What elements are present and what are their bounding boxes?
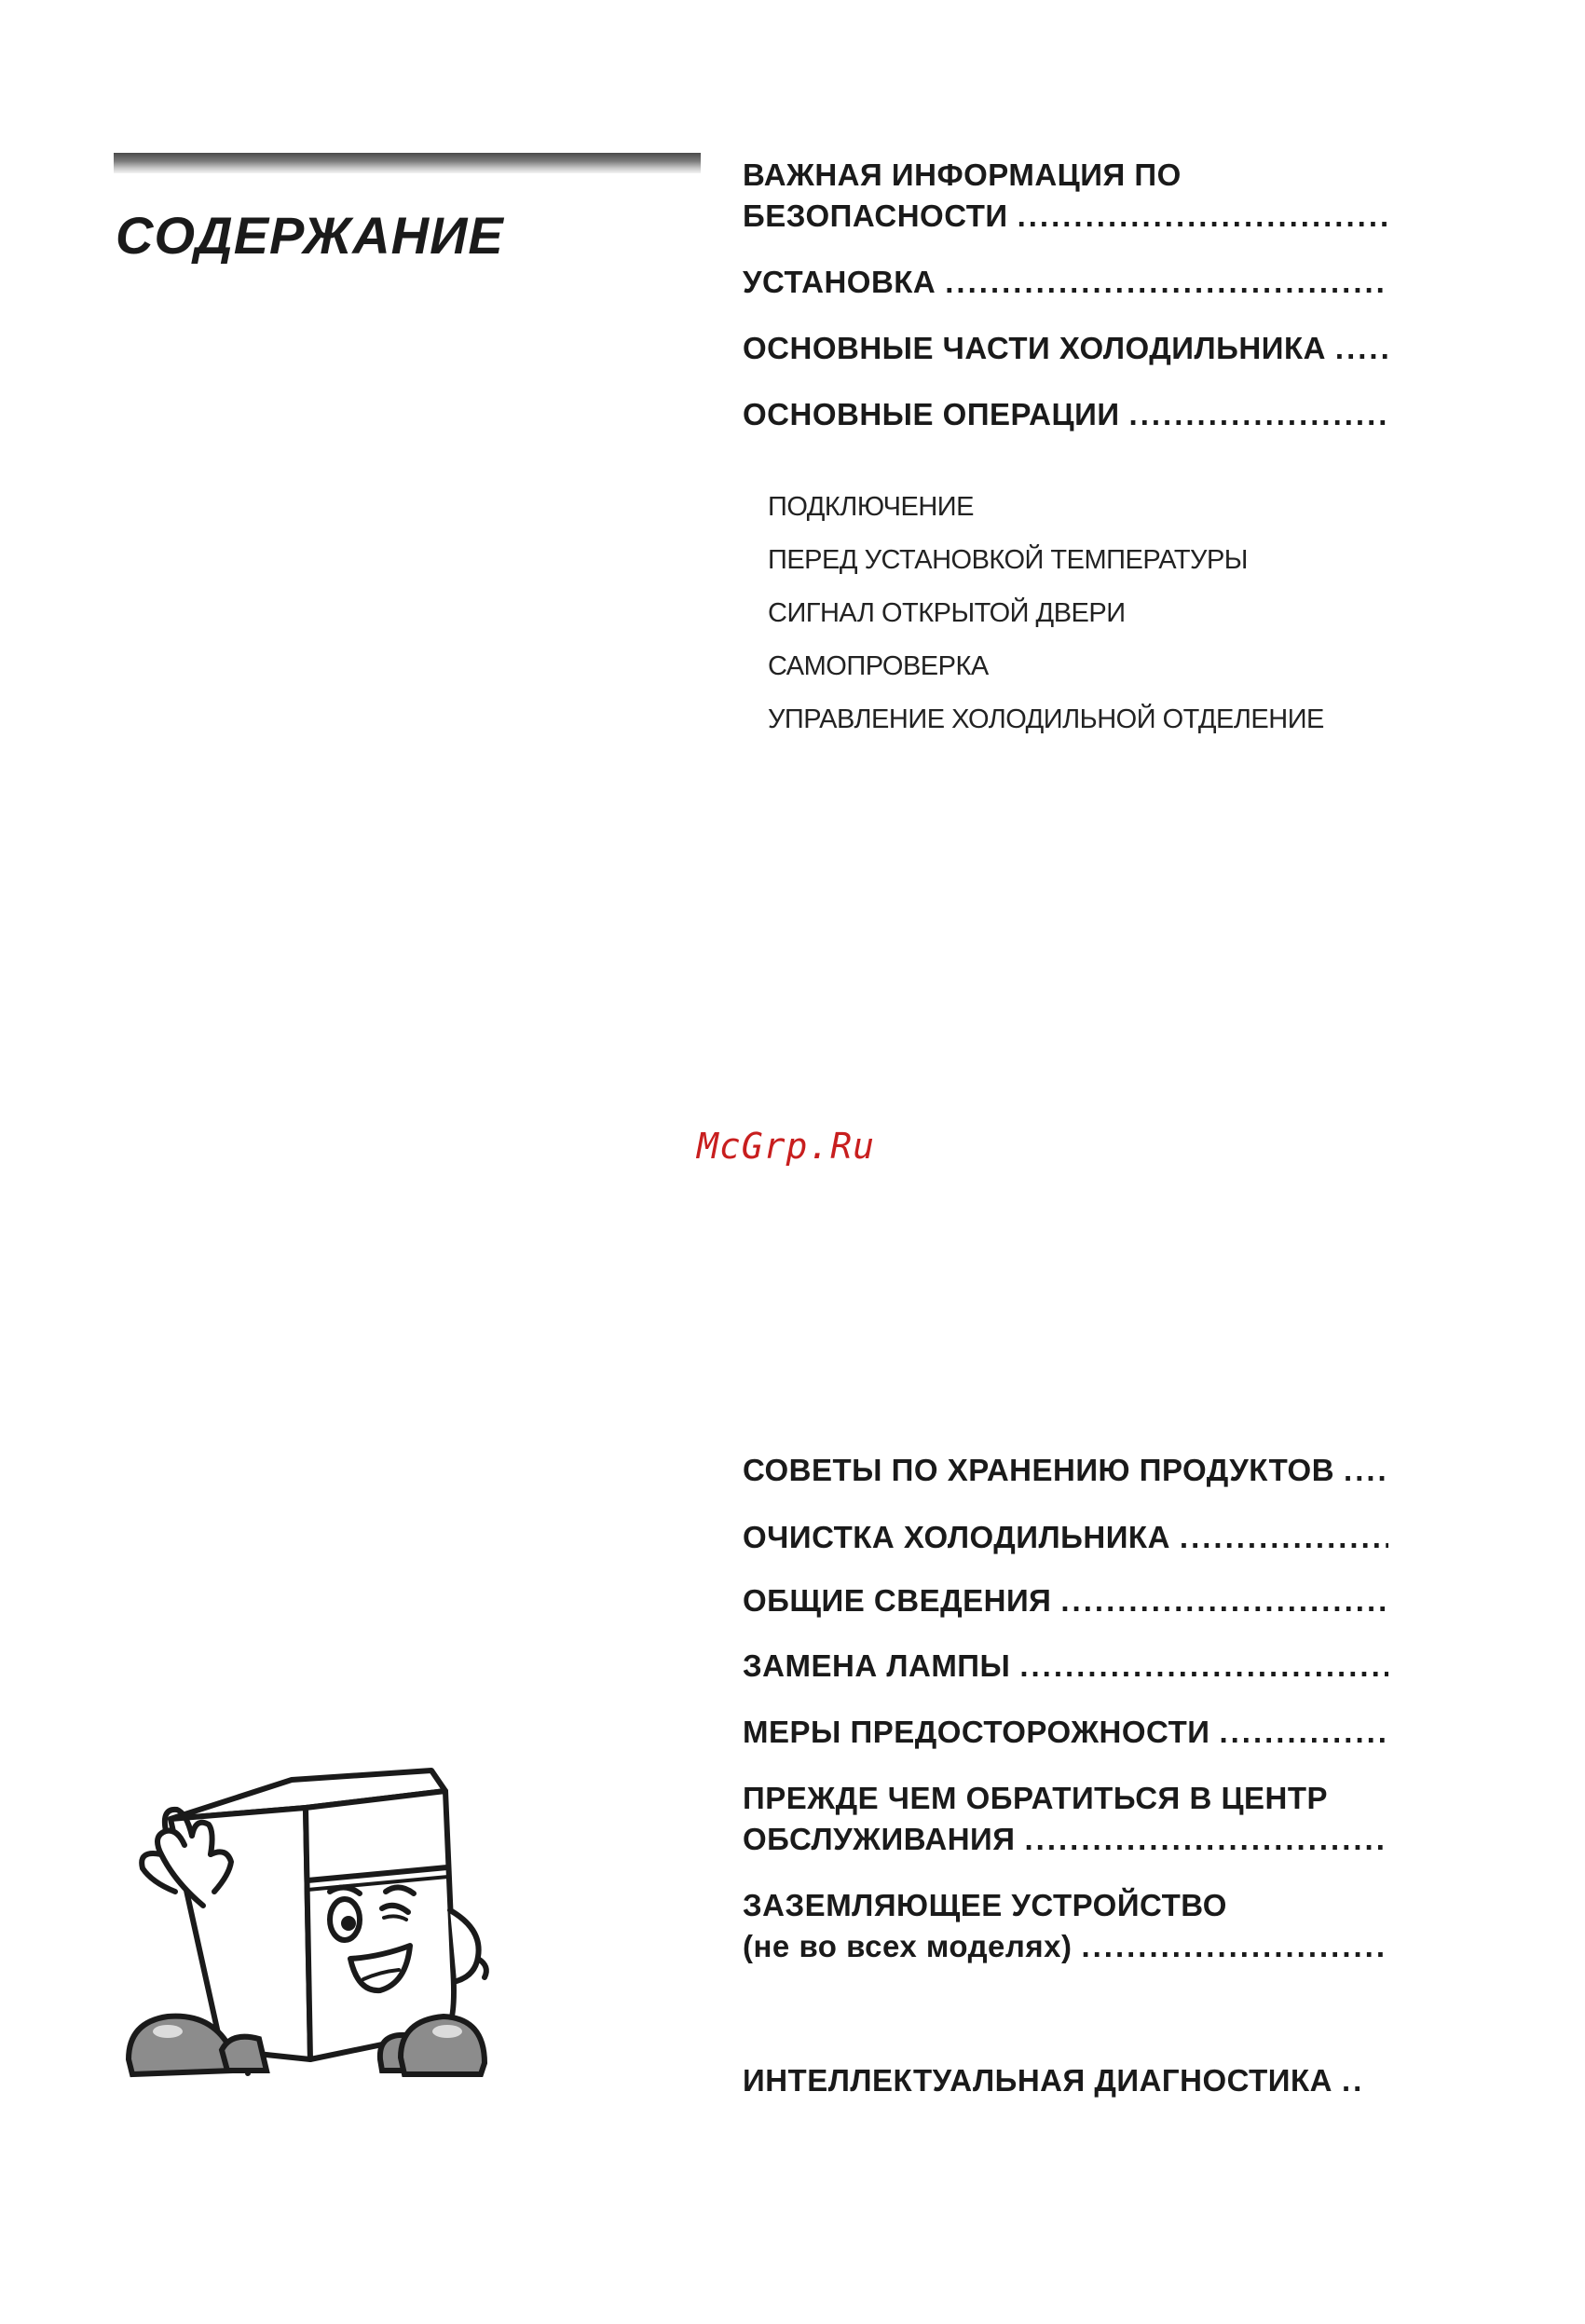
- toc-leader-dots: [1342, 2060, 1362, 2101]
- toc-leader-dots: [1219, 1712, 1388, 1753]
- toc-entry-text: СОВЕТЫ ПО ХРАНЕНИЮ ПРОДУКТОВ: [743, 1453, 1335, 1487]
- toc-entry-text: ЗАМЕНА ЛАМПЫ: [743, 1648, 1011, 1683]
- toc-leader-dots: [1129, 394, 1388, 435]
- toc-entry-text: ОСНОВНЫЕ ЧАСТИ ХОЛОДИЛЬНИКА: [743, 331, 1326, 365]
- toc-entry-text: ЗАЗЕМЛЯЮЩЕЕ УСТРОЙСТВО: [743, 1888, 1227, 1922]
- toc-sub-item-door-alarm[interactable]: СИГНАЛ ОТКРЫТОЙ ДВЕРИ: [768, 598, 1126, 628]
- toc-sub-item-before-temperature[interactable]: ПЕРЕД УСТАНОВКОЙ ТЕМПЕРАТУРЫ: [768, 545, 1248, 575]
- toc-entry-text: БЕЗОПАСНОСТИ: [743, 198, 1008, 233]
- toc-entry-food-storage[interactable]: [743, 1450, 1388, 1491]
- toc-entry-text: ВАЖНАЯ ИНФОРМАЦИЯ ПО: [743, 157, 1182, 192]
- toc-entry-text: ПРЕЖДЕ ЧЕМ ОБРАТИТЬСЯ В ЦЕНТР: [743, 1781, 1329, 1815]
- toc-sub-item-connection[interactable]: ПОДКЛЮЧЕНИЕ: [768, 492, 974, 522]
- toc-leader-dots: [1024, 1819, 1388, 1860]
- toc-leader-dots: [1019, 1646, 1388, 1687]
- toc-entry-smart-diagnosis[interactable]: [743, 2060, 1388, 2101]
- toc-leader-dots: [1344, 1450, 1388, 1491]
- toc-sub-item-self-check[interactable]: САМОПРОВЕРКА: [768, 651, 989, 681]
- toc-entry-cleaning[interactable]: [743, 1517, 1388, 1558]
- toc-leader-dots: [1180, 1517, 1388, 1558]
- toc-entry-before-service[interactable]: [743, 1778, 1388, 1860]
- toc-entry-main-parts[interactable]: [743, 328, 1388, 369]
- refrigerator-mascot-icon: [110, 1743, 567, 2106]
- watermark: McGrp.Ru: [697, 1126, 876, 1167]
- toc-entry-basic-operations[interactable]: [743, 394, 1388, 435]
- toc-leader-dots: [1060, 1580, 1388, 1621]
- toc-entry-text: УСТАНОВКА: [743, 265, 936, 299]
- toc-entry-lamp-replacement[interactable]: [743, 1646, 1388, 1687]
- toc-entry-text: ИНТЕЛЛЕКТУАЛЬНАЯ ДИАГНОСТИКА: [743, 2063, 1332, 2098]
- page-title: СОДЕРЖАНИЕ: [116, 206, 504, 265]
- toc-leader-dots: [1018, 196, 1388, 237]
- toc-entry-precautions[interactable]: [743, 1712, 1388, 1753]
- toc-entry-text: МЕРЫ ПРЕДОСТОРОЖНОСТИ: [743, 1715, 1210, 1749]
- toc-entry-grounding[interactable]: [743, 1885, 1388, 1967]
- toc-entry-text: ОЧИСТКА ХОЛОДИЛЬНИКА: [743, 1520, 1170, 1554]
- toc-leader-dots: [945, 262, 1388, 303]
- header-rule: [114, 153, 701, 173]
- toc-leader-dots: [1081, 1926, 1388, 1967]
- toc-entry-installation[interactable]: [743, 262, 1388, 303]
- toc-sub-list: [768, 481, 1324, 746]
- toc-entry-general-info[interactable]: [743, 1580, 1388, 1621]
- toc-entry-text: ОБЩИЕ СВЕДЕНИЯ: [743, 1583, 1052, 1618]
- toc-entry-safety[interactable]: [743, 155, 1388, 237]
- toc-entry-text: ОСНОВНЫЕ ОПЕРАЦИИ: [743, 397, 1120, 431]
- toc-entry-text: (не во всех моделях): [743, 1929, 1073, 1963]
- toc-entry-text: ОБСЛУЖИВАНИЯ: [743, 1822, 1016, 1856]
- toc-leader-dots: [1335, 328, 1388, 369]
- toc-sub-item-fridge-control[interactable]: УПРАВЛЕНИЕ ХОЛОДИЛЬНОЙ ОТДЕЛЕНИЕ: [768, 704, 1324, 734]
